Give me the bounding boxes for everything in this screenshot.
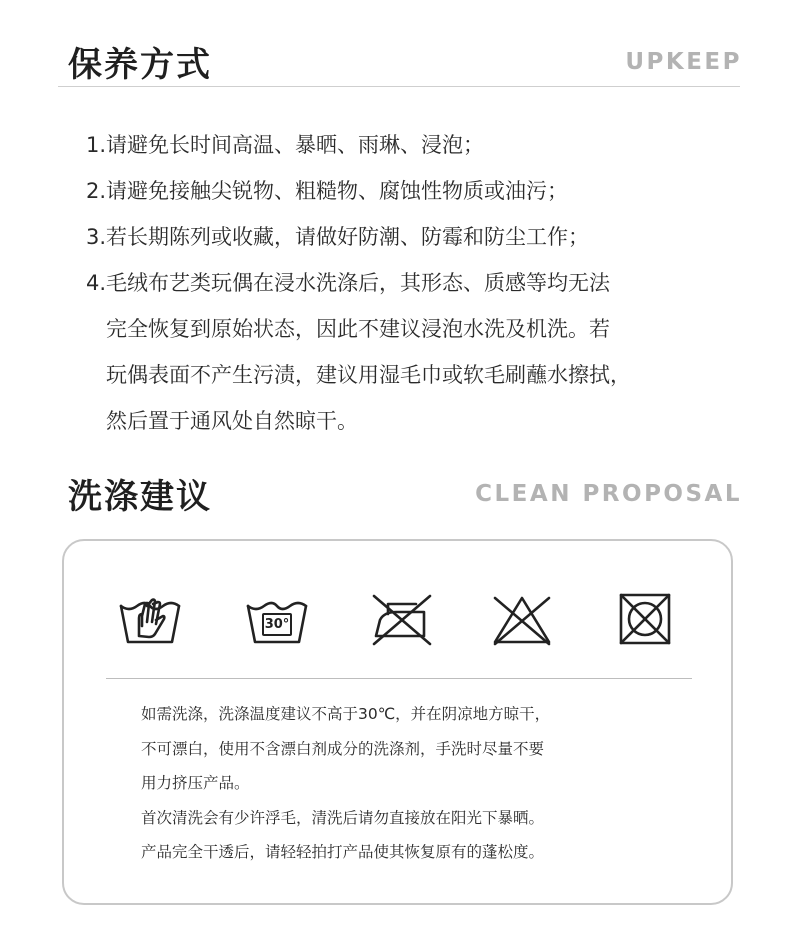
upkeep-item-4-cont-2: 玩偶表面不产生污渍，建议用湿毛巾或软毛刷蘸水擦拭， [106, 363, 631, 387]
clean-title: 洗涤建议 [68, 477, 212, 517]
wash-30-icon [246, 592, 308, 648]
upkeep-list [86, 122, 746, 444]
no-bleach-icon [491, 592, 553, 648]
upkeep-title: 保养方式 [68, 45, 212, 85]
upkeep-title-en: UPKEEP [625, 49, 742, 75]
upkeep-item-2: 2.请避免接触尖锐物、粗糙物、腐蚀性物质或油污； [86, 179, 569, 203]
upkeep-item-4-cont-1: 完全恢复到原始状态，因此不建议浸泡水洗及机洗。若 [106, 317, 610, 341]
upkeep-item-4-cont-3: 然后置于通风处自然晾干。 [106, 409, 358, 433]
care-divider [106, 678, 692, 679]
upkeep-item-1: 1.请避免长时间高温、暴晒、雨琳、浸泡； [86, 133, 485, 157]
care-line-1: 如需洗涤，洗涤温度建议不高于30℃，并在阴凉地方晾干， [141, 705, 551, 723]
care-line-4: 首次清洗会有少许浮毛，清洗后请勿直接放在阳光下暴晒。 [141, 808, 545, 827]
hand-wash-icon [119, 592, 181, 648]
upkeep-item-4: 4.毛绒布艺类玩偶在浸水洗涤后，其形态、质感等均无法 [86, 271, 611, 295]
care-line-2: 不可漂白，使用不含漂白剂成分的洗涤剂，手洗时尽量不要 [141, 739, 545, 758]
care-line-5: 产品完全干透后，请轻轻拍打产品使其恢复原有的蓬松度。 [141, 843, 545, 861]
care-text [141, 697, 701, 870]
upkeep-divider [58, 86, 740, 87]
no-tumble-dry-icon [615, 592, 677, 648]
no-iron-icon [372, 592, 434, 648]
care-line-3: 用力挤压产品。 [141, 774, 250, 792]
wash-temperature-label: 30° [264, 617, 290, 632]
upkeep-item-3: 3.若长期陈列或收藏，请做好防潮、防霉和防尘工作； [86, 225, 590, 249]
clean-title-en: CLEAN PROPOSAL [475, 481, 742, 507]
